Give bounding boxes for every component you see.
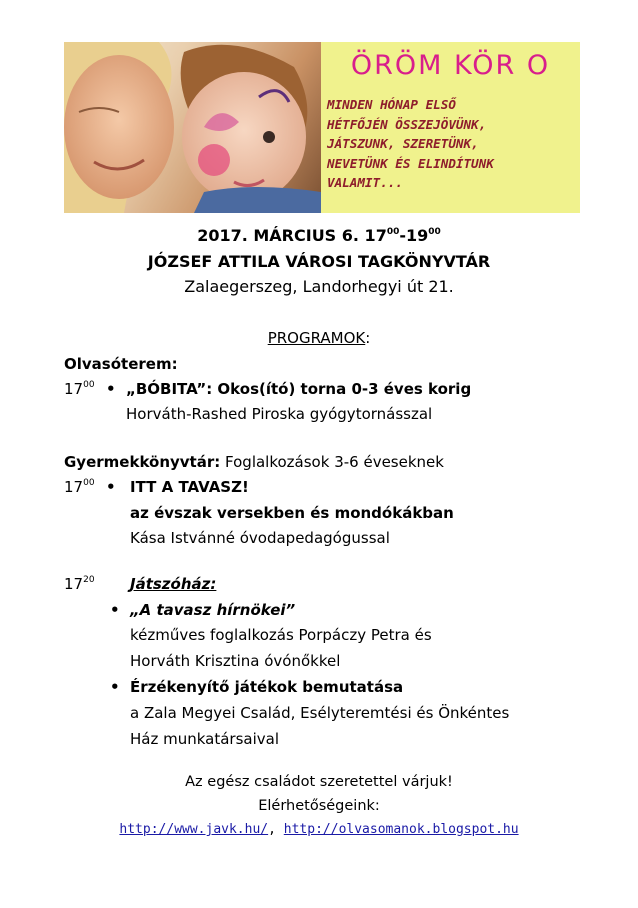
- playhouse-item-line: Horváth Krisztina óvónőkkel: [130, 652, 341, 670]
- header-banner: [64, 42, 580, 213]
- playhouse-item-title: „A tavasz hírnökei”: [130, 601, 296, 619]
- banner-tagline: MINDEN HÓNAP ELSŐ HÉTFŐJÉN ÖSSZEJÖVÜNK, JÁTSZUNK, SZERETÜNK, NEVETÜNK ÉS ELINDÍTUNK VALAMIT...: [327, 97, 494, 190]
- contact-links: http://www.javk.hu/, http://olvasomanok.blogspot.hu: [119, 822, 519, 837]
- bullet: •: [106, 380, 116, 398]
- playhouse-item-line: kézműves foglalkozás Porpáczy Petra és: [130, 626, 432, 644]
- olvasomanok-link[interactable]: http://olvasomanok.blogspot.hu: [283, 822, 519, 837]
- bullet: •: [106, 478, 116, 496]
- reading-room-host: Horváth-Rashed Piroska gyógytornásszal: [126, 405, 433, 423]
- invite-text: Az egész családot szeretettel várjuk!: [185, 774, 453, 790]
- childrens-library-title: ITT A TAVASZ!: [130, 478, 249, 496]
- mother-child-face-paint-photo: [64, 42, 321, 213]
- childrens-library-title-line2: az évszak versekben és mondókákban: [130, 504, 454, 522]
- bullet: •: [110, 678, 120, 696]
- reading-room-title: „BÓBITA”: Okos(ító) torna 0-3 éves korig: [126, 380, 472, 398]
- reading-room-time: $17^{00}$: [64, 380, 95, 398]
- childrens-library-heading: Gyermekkönyvtár: Foglalkozások 3-6 éveseknek: [64, 453, 444, 471]
- playhouse-item-line: Ház munkatársaival: [130, 730, 280, 748]
- bullet: •: [110, 601, 120, 619]
- event-address: Zalaegerszeg, Landorhegyi út 21.: [184, 277, 454, 296]
- banner-text-panel: [321, 42, 580, 213]
- childrens-library-time: $17^{00}$: [64, 478, 95, 496]
- childrens-library-host: Kása Istvánné óvodapedagógussal: [130, 529, 390, 547]
- reading-room-label: Olvasóterem:: [64, 355, 178, 373]
- contacts-label: Elérhetőségeink:: [258, 798, 380, 814]
- javk-link[interactable]: http://www.javk.hu/: [119, 822, 269, 837]
- programs-heading: PROGRAMOK:: [267, 329, 371, 347]
- event-date: 2017. MÁRCIUS 6. $17^{00}-19^{00}$: [197, 226, 441, 245]
- banner-title: ÖRÖM KÖR O: [350, 50, 551, 81]
- playhouse-label: Játszóház:: [130, 575, 217, 593]
- playhouse-item-line: a Zala Megyei Család, Esélyteremtési és Önkéntes: [130, 704, 510, 722]
- playhouse-item-title: Érzékenyítő játékok bemutatása: [130, 678, 404, 696]
- event-venue: JÓZSEF ATTILA VÁROSI TAGKÖNYVTÁR: [147, 252, 491, 271]
- playhouse-time: $17^{20}$: [64, 575, 95, 593]
